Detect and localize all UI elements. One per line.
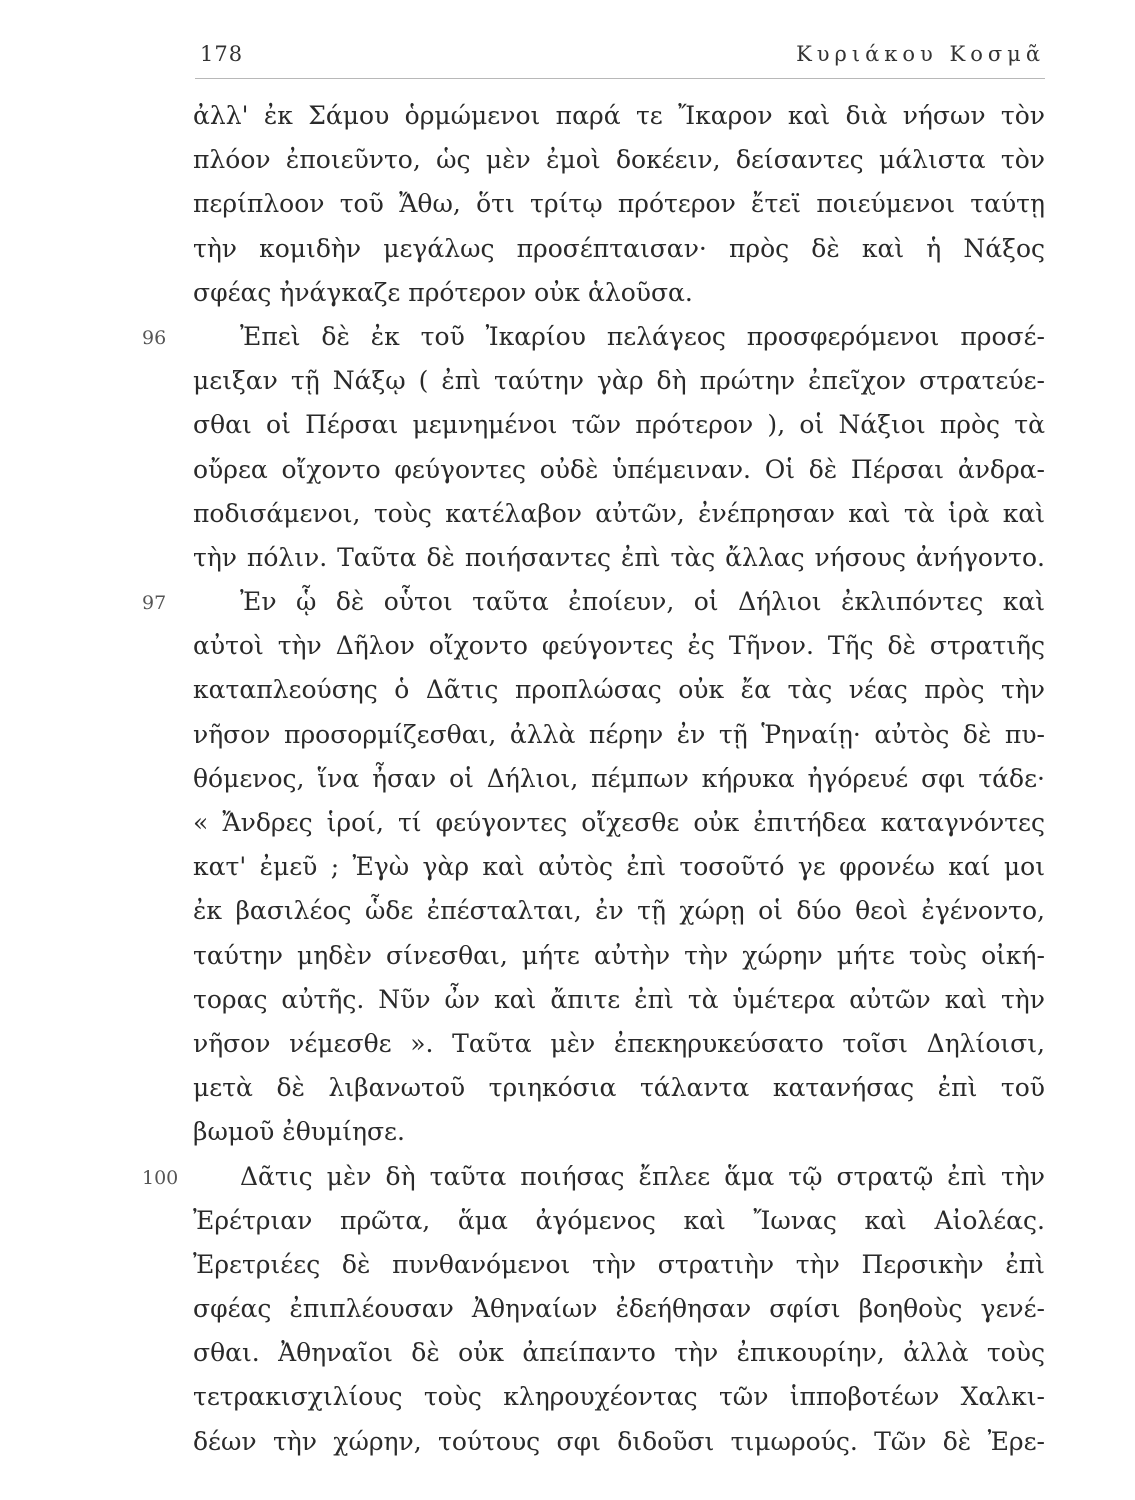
text-line (0, 713, 1135, 757)
text-line (0, 801, 1135, 845)
text-line (0, 1420, 1135, 1464)
text-line (0, 94, 1135, 138)
line-text: σφέας ἐπιπλέουσαν Ἀθηναίων ἐδεήθησαν σφίσι βοηθοὺς γενέ- (193, 1294, 1045, 1324)
text-line (0, 536, 1135, 580)
line-text: θόμενος, ἵνα ἦσαν οἱ Δήλιοι, πέμπων κήρυκα ἠγόρευέ σφι τάδε· (193, 763, 1045, 793)
header-rule (195, 78, 1045, 79)
text-line (0, 889, 1135, 933)
text-line (0, 978, 1135, 1022)
text-line (0, 624, 1135, 668)
line-text: μετὰ δὲ λιβανωτοῦ τριηκόσια τάλαντα κατανήσας ἐπὶ τοῦ (193, 1073, 1045, 1103)
text-line (0, 1287, 1135, 1331)
text-line (0, 580, 1135, 624)
line-text: ταύτην μηδὲν σίνεσθαι, μήτε αὐτὴν τὴν χώρην μήτε τοὺς οἰκή- (193, 940, 1045, 970)
text-line (0, 1243, 1135, 1287)
line-text: σθαι. Ἀθηναῖοι δὲ οὐκ ἀπείπαντο τὴν ἐπικουρίην, ἀλλὰ τοὺς (193, 1338, 1045, 1368)
line-text: Δᾶτις μὲν δὴ ταῦτα ποιήσας ἔπλεε ἅμα τῷ στρατῷ ἐπὶ τὴν (240, 1161, 1045, 1191)
line-text: ἀλλ' ἐκ Σάμου ὁρμώμενοι παρά τε Ἴκαρον καὶ διὰ νήσων τὸν (193, 101, 1045, 130)
line-text: Ἐρέτριαν πρῶτα, ἅμα ἀγόμενος καὶ Ἴωνας καὶ Αἰολέας. (193, 1205, 1045, 1235)
running-head: Κυριάκου Κοσμᾶ (796, 42, 1045, 66)
text-line (0, 227, 1135, 271)
line-text: κατ' ἐμεῦ ; Ἐγὼ γὰρ καὶ αὐτὸς ἐπὶ τοσοῦτό γε φρονέω καί μοι (193, 852, 1045, 882)
section-number: 97 (142, 592, 167, 615)
line-text: Ἐν ᾧ δὲ οὗτοι ταῦτα ἐποίευν, οἱ Δήλιοι ἐκλιπόντες καὶ (240, 587, 1045, 617)
line-text: βωμοῦ ἐθυμίησε. (193, 1117, 405, 1147)
line-text: δέων τὴν χώρην, τούτους σφι διδοῦσι τιμωρούς. Τῶν δὲ Ἐρε- (193, 1426, 1045, 1456)
text-line (0, 1199, 1135, 1243)
text-line (0, 315, 1135, 359)
text-line (0, 668, 1135, 712)
text-line (0, 1155, 1135, 1199)
line-text: μειξαν τῇ Νάξῳ ( ἐπὶ ταύτην γὰρ δὴ πρώτην ἐπεῖχον στρατεύε- (193, 366, 1045, 396)
line-text: ἐκ βασιλέος ὧδε ἐπέσταλται, ἐν τῇ χώρῃ οἱ δύο θεοὶ ἐγένοντο, (193, 896, 1045, 926)
text-line (0, 182, 1135, 226)
text-line (0, 1331, 1135, 1375)
text-line (0, 448, 1135, 492)
line-text: σθαι οἱ Πέρσαι μεμνημένοι τῶν πρότερον ), οἱ Νάξιοι πρὸς τὰ (193, 410, 1045, 440)
line-text: σφέας ἠνάγκαζε πρότερον οὐκ ἁλοῦσα. (193, 277, 693, 307)
line-text: περίπλοον τοῦ Ἄθω, ὅτι τρίτῳ πρότερον ἔτεϊ ποιεύμενοι ταύτῃ (193, 189, 1045, 219)
text-line (0, 271, 1135, 315)
line-text: αὐτοὶ τὴν Δῆλον οἴχοντο φεύγοντες ἐς Τῆνον. Τῆς δὲ στρατιῆς (193, 631, 1045, 661)
text-line (0, 138, 1135, 182)
line-text: νῆσον προσορμίζεσθαι, ἀλλὰ πέρην ἐν τῇ Ῥηναίῃ· αὐτὸς δὲ πυ- (193, 719, 1045, 749)
text-line (0, 1022, 1135, 1066)
line-text: καταπλεούσης ὁ Δᾶτις προπλώσας οὐκ ἔα τὰς νέας πρὸς τὴν (193, 675, 1045, 705)
text-line (0, 934, 1135, 978)
body-text (0, 94, 1135, 1464)
line-text: νῆσον νέμεσθε ». Ταῦτα μὲν ἐπεκηρυκεύσατο τοῖσι Δηλίοισι, (193, 1028, 1045, 1058)
page-number: 178 (200, 42, 244, 66)
line-text: τὴν πόλιν. Ταῦτα δὲ ποιήσαντες ἐπὶ τὰς ἄλλας νήσους ἀνήγοντο. (193, 542, 1045, 572)
text-line (0, 1375, 1135, 1419)
line-text: Ἐπεὶ δὲ ἐκ τοῦ Ἰκαρίου πελάγεος προσφερόμενοι προσέ- (240, 321, 1045, 351)
text-line (0, 359, 1135, 403)
line-text: ποδισάμενοι, τοὺς κατέλαβον αὐτῶν, ἐνέπρησαν καὶ τὰ ἱρὰ καὶ (193, 498, 1045, 528)
line-text: Ἐρετριέες δὲ πυνθανόμενοι τὴν στρατιὴν τὴν Περσικὴν ἐπὶ (193, 1249, 1045, 1279)
line-text: οὔρεα οἴχοντο φεύγοντες οὐδὲ ὑπέμειναν. Οἱ δὲ Πέρσαι ἀνδρα- (193, 454, 1045, 484)
line-text: πλόον ἐποιεῦντο, ὡς μὲν ἐμοὶ δοκέειν, δείσαντες μάλιστα τὸν (193, 145, 1045, 175)
text-line (0, 757, 1135, 801)
line-text: τετρακισχιλίους τοὺς κληρουχέοντας τῶν ἱπποβοτέων Χαλκι- (193, 1382, 1045, 1412)
page-header (200, 36, 1045, 72)
text-line (0, 403, 1135, 447)
line-text: τορας αὐτῆς. Νῦν ὦν καὶ ἄπιτε ἐπὶ τὰ ὑμέτερα αὐτῶν καὶ τὴν (193, 984, 1045, 1014)
line-text: « Ἄνδρες ἱροί, τί φεύγοντες οἴχεσθε οὐκ ἐπιτήδεα καταγνόντες (193, 808, 1045, 837)
line-text: τὴν κομιδὴν μεγάλως προσέπταισαν· πρὸς δὲ καὶ ἡ Νάξος (193, 233, 1045, 263)
text-line (0, 1110, 1135, 1154)
text-line (0, 1066, 1135, 1110)
section-number: 96 (142, 326, 167, 349)
text-line (0, 845, 1135, 889)
text-line (0, 492, 1135, 536)
section-number: 100 (142, 1166, 179, 1189)
